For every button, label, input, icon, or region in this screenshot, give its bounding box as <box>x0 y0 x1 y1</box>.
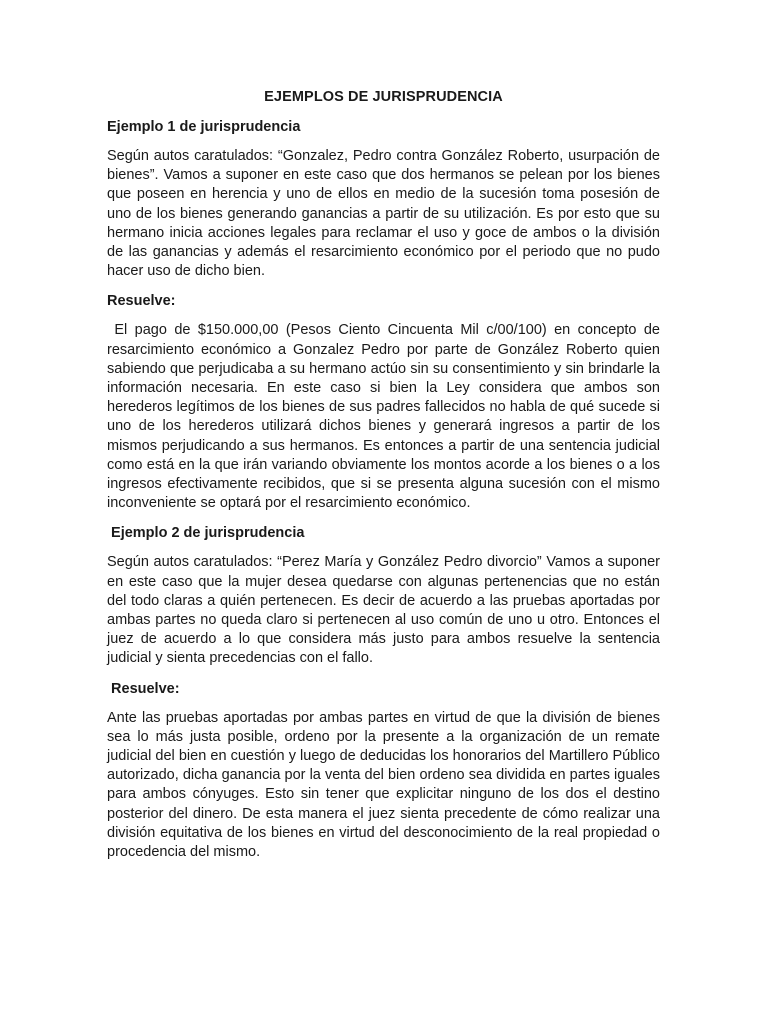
example-2-heading: Ejemplo 2 de jurisprudencia <box>107 525 305 542</box>
example-2-body: Según autos caratulados: “Perez María y González Pedro divorcio” Vamos a suponer en este caso que la mujer desea quedarse con algunas pertenencias que no están del todo claras a quién pertenecen. Es decir de acuerdo a las pruebas aportadas por ambas partes no queda claro si pertenecen al uso común de uno u otro. Entonces el juez de acuerdo a lo que considera más justo para ambos resuelve la sentencia judicial y sienta precedencias con el fallo. <box>107 554 660 667</box>
example-2-resolution-heading: Resuelve: <box>107 680 180 697</box>
example-1-body: Según autos caratulados: “Gonzalez, Pedro contra González Roberto, usurpación de bienes”. Vamos a suponer en este caso que dos hermanos se pelean por los bienes que poseen en herencia y uno de ellos en medio de la sucesión toma posesión de uno de los bienes generando ganancias a partir de su utilización. Es por esto que su hermano inicia acciones legales para reclamar el uso y goce de ambos o la división de las ganancias y además el resarcimiento económico por el periodo que no pudo hacer uso de dicho bien. <box>107 148 660 280</box>
example-1-heading: Ejemplo 1 de jurisprudencia <box>107 119 301 135</box>
example-1-resolution-body: El pago de $150.000,00 (Pesos Ciento Cincuenta Mil c/00/100) en concepto de resarcimiento económico a Gonzalez Pedro por parte de González Roberto quien sabiendo que perjudicaba a su hermano actúo sin su consentimiento y sin brindarle la información necesaria. En este caso si bien la Ley considera que ambos son herederos legítimos de los bienes de sus padres fallecidos no habla de qué sucede si uno de los herederos utilizará dichos bienes y generará ingresos a partir de los mismos perjudicando a sus hermanos. Es entonces a partir de una sentencia judicial como está en la que irán variando obviamente los montos acorde a los bienes o a los ingresos efectivamente recibidos, que si se presenta alguna sucesión con el mismo inconveniente se optará por el resarcimiento económico. <box>107 322 665 512</box>
document-title: EJEMPLOS DE JURISPRUDENCIA <box>264 89 503 105</box>
example-1-resolution-heading: Resuelve: <box>107 293 176 310</box>
example-1-section <box>107 118 665 513</box>
document-page <box>107 88 665 873</box>
example-2-section <box>107 524 660 862</box>
example-2-resolution-body: Ante las pruebas aportadas por ambas partes en virtud de que la división de bienes sea lo más justa posible, ordeno por la presente a la organización de un remate judicial del bien en cuestión y luego de deducidas los honorarios del Martillero Público autorizado, dicha ganancia por la venta del bien ordeno sea dividida en partes iguales para ambos cónyuges. Esto sin tener que explicitar ninguno de los dos el destino posterior del dinero. De esta manera el juez sienta precedente de cómo realizar una división equitativa de los bienes en virtud del desconocimiento de la real propiedad o procedencia del mismo. <box>107 709 660 861</box>
